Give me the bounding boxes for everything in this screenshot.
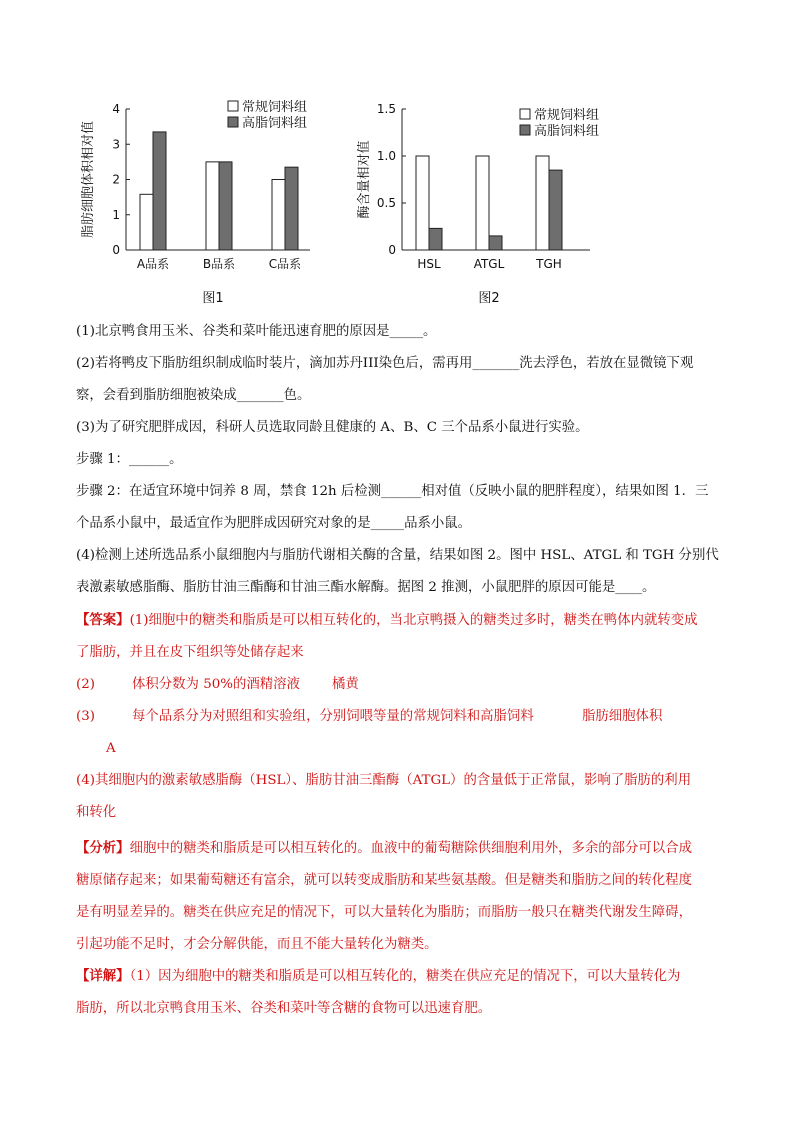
y-tick-label: 0 [388,243,396,257]
question-3: (3)为了研究肥胖成因，科研人员选取同龄且健康的 A、B、C 三个品系小鼠进行实验。 [76,420,589,435]
bar [549,170,562,250]
y-tick-label: 1.0 [376,149,396,163]
analysis-line-4: 引起功能不足时，才会分解供能，而且不能大量转化为糖类。 [76,937,438,952]
answer-1-cont: 了脂肪，并且在皮下组织等处储存起来 [76,645,304,660]
figure-2-chart [352,95,632,310]
question-4: (4)检测上述所选品系小鼠细胞内与脂肪代谢相关酶的含量，结果如图 2。图中 HSL、ATGL 和 TGH 分别代 [76,548,719,563]
analysis-line-3: 是有明显差异的。糖类在供应充足的情况下，可以大量转化为脂肪；而脂肪一般只在糖类代谢发生障碍， [76,905,692,920]
figure-1-chart [78,95,348,310]
legend-swatch [520,109,530,119]
answer-tag: 【答案】 [76,612,130,628]
x-tick-label: ATGL [473,257,505,271]
bar [429,228,442,250]
bar [536,156,549,250]
legend-label: 常规饲料组 [534,108,600,123]
x-tick-label: A品系 [136,257,170,271]
y-tick-label: 0.5 [376,196,396,210]
bar [489,236,502,250]
y-tick-label: 2 [112,172,120,187]
figure-1 [78,95,348,310]
detail-block [76,960,726,1025]
y-tick-label: 1 [112,207,120,222]
answer-4-cont: 和转化 [76,805,117,820]
step-2: 步骤 2：在适宜环境中饲养 8 周，禁食 12h 后检测______相对值（反映小鼠的肥胖程度），结果如图 1．三 [76,484,709,499]
question-1: (1)北京鸭食用玉米、谷类和菜叶能迅速育肥的原因是_____。 [76,324,437,339]
bar [206,162,219,250]
legend-swatch [228,101,238,111]
analysis-line-2: 糖原储存起来；如果葡萄糖还有富余，就可以转变成脂肪和某些氨基酸。但是糖类和脂肪之间的转化程度 [76,873,692,888]
answer-4: (4)其细胞内的激素敏感脂酶（HSL）、脂肪甘油三酯酶（ATGL）的含量低于正常鼠，影响了脂肪的利用 [76,773,692,788]
legend-label: 高脂饲料组 [242,116,308,131]
detail-tag: 【详解】 [76,968,130,984]
bar [153,132,166,250]
y-tick-label: 0 [112,243,120,257]
y-tick-label: 4 [112,102,120,116]
legend-label: 常规饲料组 [242,100,308,115]
y-tick-label: 3 [112,137,120,152]
legend-swatch [228,117,238,127]
bar [140,194,153,250]
x-tick-label: HSL [417,257,441,271]
step-2-cont: 个品系小鼠中，最适宜作为肥胖成因研究对象的是_____品系小鼠。 [76,516,472,531]
legend-label: 高脂饲料组 [534,124,600,139]
answer-3-cont: A [106,741,116,756]
answer-2: (2) 体积分数为 50%的酒精溶液 橘黄 [76,677,359,692]
x-tick-label: B品系 [202,257,236,271]
x-tick-label: C品系 [268,257,302,271]
analysis-line-1: 【分析】细胞中的糖类和脂质是可以相互转化的。血液中的葡萄糖除供细胞利用外，多余的部分可以合成 [76,840,692,856]
answer-1: 【答案】(1)细胞中的糖类和脂质是可以相互转化的，当北京鸭摄入的糖类过多时，糖类在鸭体内就转变成 [76,612,698,628]
bar [285,167,298,250]
y-tick-label: 1.5 [376,102,396,116]
question-block [76,316,726,604]
analysis-tag: 【分析】 [76,840,130,856]
legend-swatch [520,125,530,135]
detail-line-2: 脂肪，所以北京鸭食用玉米、谷类和菜叶等含糖的食物可以迅速育肥。 [76,1001,492,1016]
question-2-cont: 察，会看到脂肪细胞被染成_______色。 [76,388,311,403]
figure-2 [352,95,632,310]
figure-caption: 图2 [478,291,500,306]
figure-caption: 图1 [202,291,224,306]
y-axis-label: 脂肪细胞体积相对值 [81,120,96,239]
bar [416,156,429,250]
question-4-cont: 表激素敏感脂酶、脂肪甘油三酯酶和甘油三酯水解酶。据图 2 推测，小鼠肥胖的原因可能是____。 [76,580,656,595]
detail-line-1: 【详解】（1）因为细胞中的糖类和脂质是可以相互转化的，糖类在供应充足的情况下，可以大量转化为 [76,968,681,984]
bar [476,156,489,250]
answer-3: (3) 每个品系分为对照组和实验组，分别饲喂等量的常规饲料和高脂饲料 脂肪细胞体积 [76,709,663,724]
answer-block [76,604,726,829]
x-tick-label: TGH [536,257,562,271]
bar [272,180,285,251]
bar [219,162,232,250]
analysis-block [76,832,726,961]
step-1: 步骤 1：______。 [76,452,183,467]
y-axis-label: 酶含量相对值 [357,140,372,219]
question-2: (2)若将鸭皮下脂肪组织制成临时装片，滴加苏丹III染色后，需再用_______洗去浮色，若放在显微镜下观 [76,356,694,371]
